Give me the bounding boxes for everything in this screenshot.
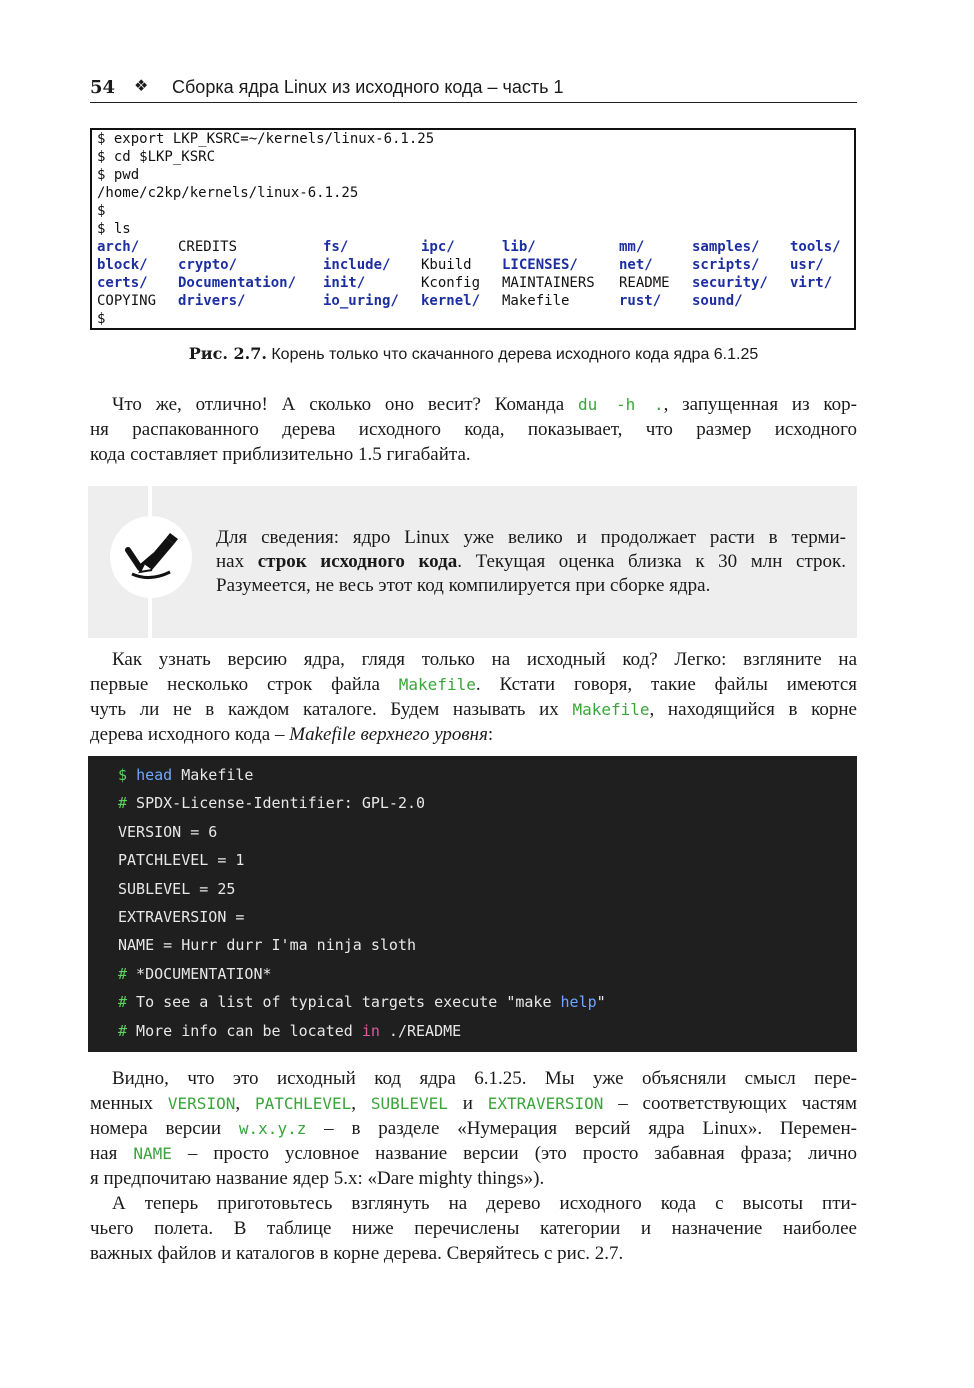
text-line: менных VERSION, PATCHLEVEL, SUBLEVEL и EXTRAVERSION – соответствующих частям bbox=[90, 1093, 858, 1114]
text-line: ная NAME – просто условное название версии (это просто забавная фраза; лично bbox=[90, 1143, 857, 1164]
ls-entry: virt/ bbox=[790, 275, 833, 291]
inline-code: SUBLEVEL bbox=[370, 1094, 448, 1113]
running-header bbox=[90, 76, 857, 103]
diamond-ornament-icon: ❖ bbox=[134, 76, 149, 95]
ls-entry: sound/ bbox=[692, 293, 743, 309]
ls-entry: ipc/ bbox=[421, 239, 455, 255]
inline-code: du -h . bbox=[578, 395, 664, 414]
terminal-line: $ export LKP_KSRC=~/kernels/linux-6.1.25 bbox=[97, 131, 435, 147]
terminal-line: /home/c2kp/kernels/linux-6.1.25 bbox=[97, 185, 359, 201]
text-line: нах строк исходного кода. Текущая оценка близка к 30 млн строк. bbox=[216, 551, 846, 572]
inline-code: w.x.y.z bbox=[238, 1119, 307, 1138]
code-line: VERSION = 6 bbox=[118, 823, 218, 841]
ls-entry: MAINTAINERS bbox=[502, 275, 595, 291]
ls-entry: fs/ bbox=[323, 239, 349, 255]
terminal-line: $ cd $LKP_KSRC bbox=[97, 149, 216, 165]
ls-entry: crypto/ bbox=[178, 257, 238, 273]
text-line: первые несколько строк файла Makefile. Кстати говоря, такие файлы имеются bbox=[90, 674, 857, 695]
ls-entry: README bbox=[619, 275, 670, 291]
inline-code: EXTRAVERSION bbox=[487, 1094, 604, 1113]
ls-entry: samples/ bbox=[692, 239, 760, 255]
text-line: Как узнать версию ядра, глядя только на исходный код? Легко: взгляните на bbox=[112, 649, 857, 670]
ls-entry: io_uring/ bbox=[323, 293, 399, 309]
code-line: SUBLEVEL = 25 bbox=[118, 880, 236, 898]
ls-entry: drivers/ bbox=[178, 293, 246, 309]
page-number: 54 bbox=[90, 77, 116, 98]
paragraph bbox=[90, 1191, 857, 1266]
code-line: # To see a list of typical targets execute "make help" bbox=[118, 993, 606, 1011]
terminal-line: $ ls bbox=[97, 221, 131, 237]
ls-entry: LICENSES/ bbox=[502, 257, 578, 273]
text-line: чьего полета. В таблице ниже перечислены категории и назначение наиболее bbox=[90, 1218, 857, 1239]
ls-entry: rust/ bbox=[619, 293, 662, 309]
ls-entry: kernel/ bbox=[421, 293, 481, 309]
ls-entry: block/ bbox=[97, 257, 148, 273]
code-line: $ head Makefile bbox=[118, 766, 254, 784]
code-line: # SPDX-License-Identifier: GPL-2.0 bbox=[118, 794, 426, 812]
text-line: Разумеется, не весь этот код компилируется при сборке ядра. bbox=[216, 575, 711, 596]
paragraph bbox=[90, 1066, 857, 1191]
code-line: NAME = Hurr durr I'ma ninja sloth bbox=[118, 936, 417, 954]
terminal-line: $ pwd bbox=[97, 167, 140, 183]
code-line: # *DOCUMENTATION* bbox=[118, 965, 272, 983]
terminal-line: $ bbox=[97, 311, 106, 327]
info-note bbox=[88, 486, 857, 638]
ls-entry: COPYING bbox=[97, 293, 157, 309]
terminal-figure bbox=[90, 128, 856, 330]
text-line: Что же, отлично! А сколько оно весит? Команда du -h ., запущенная из кор- bbox=[112, 394, 857, 415]
text-line: А теперь приготовьтесь взглянуть на дерево исходного кода с высоты пти- bbox=[112, 1193, 857, 1214]
pen-check-icon bbox=[110, 516, 192, 598]
ls-entry: include/ bbox=[323, 257, 391, 273]
inline-code: Makefile bbox=[572, 700, 650, 719]
inline-code: NAME bbox=[133, 1144, 172, 1163]
text-line: чуть ли не в каждом каталоге. Будем называть их Makefile, находящийся в корне bbox=[90, 699, 857, 720]
inline-code: PATCHLEVEL bbox=[254, 1094, 352, 1113]
caption-label: Рис. 2.7. bbox=[188, 344, 267, 363]
text-line: Для сведения: ядро Linux уже велико и продолжает расти в терми- bbox=[216, 527, 846, 548]
ls-entry: tools/ bbox=[790, 239, 841, 255]
ls-entry: init/ bbox=[323, 275, 366, 291]
text-line: я предпочитаю название ядер 5.x: «Dare mighty things»). bbox=[90, 1168, 545, 1189]
inline-code: Makefile bbox=[398, 675, 476, 694]
text-line: ня распакованного дерева исходного кода, показывает, что размер исходного bbox=[90, 419, 857, 440]
code-line: # More info can be located in ./README bbox=[118, 1022, 462, 1040]
ls-entry: CREDITS bbox=[178, 239, 238, 255]
paragraph bbox=[90, 647, 857, 747]
code-block bbox=[88, 756, 857, 1052]
ls-entry: Documentation/ bbox=[178, 275, 297, 291]
ls-entry: Makefile bbox=[502, 293, 570, 309]
ls-entry: Kbuild bbox=[421, 257, 472, 273]
text-line: важных файлов и каталогов в корне дерева. Сверяйтесь с рис. 2.7. bbox=[90, 1243, 624, 1264]
chapter-title: Сборка ядра Linux из исходного кода – часть 1 bbox=[172, 77, 564, 97]
text-line: номера версии w.x.y.z – в разделе «Нумерация версий ядра Linux». Перемен- bbox=[90, 1118, 857, 1139]
text-line: Видно, что это исходный код ядра 6.1.25. Мы уже объясняли смысл пере- bbox=[112, 1068, 857, 1089]
terminal-line: $ bbox=[97, 203, 106, 219]
caption-text: Корень только что скачанного дерева исходного кода ядра 6.1.25 bbox=[266, 346, 759, 363]
bold-term: строк исходного кода bbox=[257, 551, 458, 572]
ls-entry: certs/ bbox=[97, 275, 148, 291]
italic-term: Makefile верхнего уровня bbox=[289, 724, 488, 745]
ls-entry: lib/ bbox=[502, 239, 536, 255]
ls-entry: scripts/ bbox=[692, 257, 760, 273]
code-line: PATCHLEVEL = 1 bbox=[118, 851, 245, 869]
paragraph bbox=[90, 392, 857, 467]
note-text bbox=[216, 526, 846, 598]
ls-entry: usr/ bbox=[790, 257, 824, 273]
text-line: дерева исходного кода – Makefile верхнего уровня: bbox=[90, 724, 494, 745]
text-line: кода составляет приблизительно 1.5 гигабайта. bbox=[90, 444, 471, 465]
ls-entry: mm/ bbox=[619, 239, 645, 255]
figure-caption bbox=[90, 344, 857, 364]
ls-entry: Kconfig bbox=[421, 275, 481, 291]
code-line: EXTRAVERSION = bbox=[118, 908, 245, 926]
ls-entry: security/ bbox=[692, 275, 768, 291]
inline-code: VERSION bbox=[167, 1094, 236, 1113]
ls-entry: arch/ bbox=[97, 239, 140, 255]
ls-entry: net/ bbox=[619, 257, 653, 273]
